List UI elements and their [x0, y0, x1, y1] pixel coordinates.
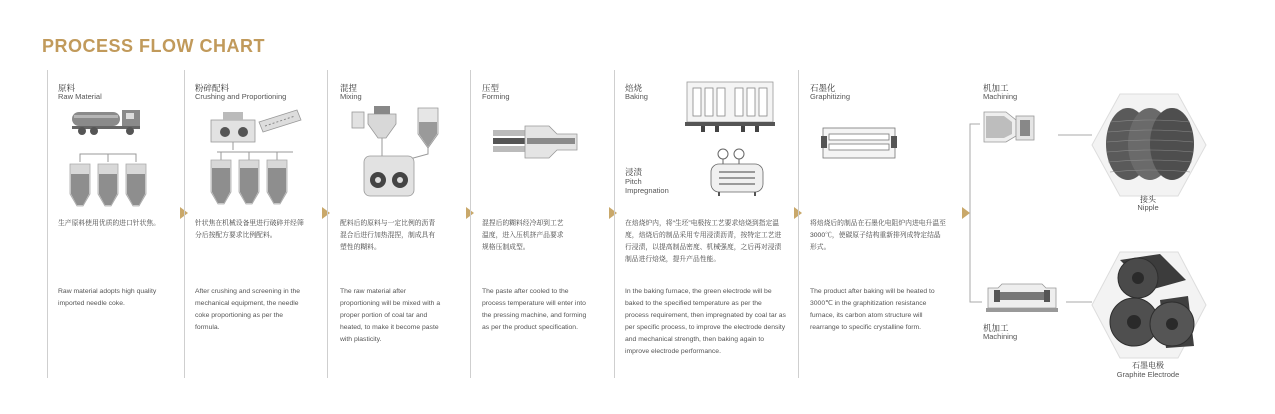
- step-title-en: Crushing and Proportioning: [195, 92, 287, 101]
- step-raw-material: [47, 70, 178, 378]
- step-desc-cn: 配料后的原料与一定比例的沥青混合后进行加热混捏，制成具有塑性的糊料。: [340, 220, 436, 251]
- step-desc-en: The raw material after proportioning will be mixed with a proper portion of coal tar and heated, to make it become paste with plasticity.: [340, 288, 441, 343]
- step-title-cn: 混捏: [340, 83, 358, 93]
- step-desc-en: The paste after cooled to the process temperature will enter into the pressing machine, and forming as per the product specification.: [482, 288, 587, 331]
- electrode-caption-en: Graphite Electrode: [1116, 370, 1180, 379]
- step-desc-cn: 混捏后的糊料经冷却到工艺温度，进入压机挤产品要求规格压制成型。: [482, 220, 564, 251]
- nipple-hexagon-icon: [1090, 92, 1208, 198]
- step-subtitle-en-line1: Pitch: [625, 177, 642, 186]
- step-desc-cn: 生产原料使用优质的进口针状焦。: [58, 220, 160, 227]
- graphitizing-furnace-icon: [821, 126, 897, 160]
- machining-bottom-en: Machining: [983, 332, 1018, 341]
- step-desc-cn: 将焙烧后的制品在石墨化电阻炉内进电升温至3000℃，使碳原子结构重新排列成特定结晶形式。: [810, 220, 946, 251]
- step-desc-cn: 在焙烧炉内，将“生坯”电极按工艺要求焙烧到指定温度，焙烧后的制品采用专用浸渍沥青，按特定工艺进行浸渍，以提高制品密度、机械强度，之后再对浸渍制品进行焙烧，提升产品性能。: [625, 220, 782, 263]
- nipple-caption-en: Nipple: [1137, 203, 1159, 212]
- step-desc-cn: 针状焦在机械设备里进行破碎并经筛分后按配方要求比例配料。: [195, 220, 304, 239]
- nipple-caption-cn: 接头: [1140, 195, 1156, 204]
- connector-line: [1058, 134, 1092, 136]
- step-title-en: Mixing: [340, 92, 362, 101]
- press-icon: [491, 122, 581, 162]
- lathe-top-icon: [982, 108, 1038, 146]
- baking-furnace-icon: [685, 80, 775, 136]
- step-title-cn: 压型: [482, 83, 500, 93]
- page-title: PROCESS FLOW CHART: [42, 36, 265, 56]
- step-desc-en: In the baking furnace, the green electrode will be baked to the specified temperature as per the process requirement, then impregnated by coal tar as per specific process, to improve the electrode density and mechanical strength, then baking again to improve electrode performance.: [625, 288, 786, 355]
- step-desc-en: Raw material adopts high quality imported needle coke.: [58, 288, 157, 307]
- step-title-cn: 石墨化: [810, 83, 836, 93]
- step-title-en: Forming: [482, 92, 510, 101]
- graphite-electrode-hexagon-icon: [1090, 250, 1208, 360]
- machining-bottom-cn: 机加工: [983, 323, 1009, 333]
- machining-top-cn: 机加工: [983, 83, 1009, 93]
- impregnation-tank-icon: [707, 148, 767, 198]
- step-title-cn: 原料: [58, 83, 76, 93]
- mixer-icon: [346, 104, 446, 204]
- step-crushing: [184, 70, 320, 378]
- step-title-en: Baking: [625, 92, 648, 101]
- step-subtitle-en-line2: Impregnation: [625, 186, 669, 195]
- step-desc-en: The product after baking will be heated to 3000℃ in the graphitization resistance furnace, its carbon atom structure will rearrange to specific crystalline form.: [810, 288, 935, 331]
- connector-line: [1066, 301, 1092, 303]
- tanker-truck-icon: [70, 106, 146, 136]
- step-title-en: Raw Material: [58, 92, 102, 101]
- step-baking: [614, 70, 790, 378]
- crusher-icon: [205, 108, 305, 208]
- step-graphitizing: [798, 70, 957, 378]
- step-desc-en: After crushing and screening in the mechanical equipment, the needle coke proportioning as per the formula.: [195, 288, 301, 331]
- step-title-en: Graphitizing: [810, 92, 851, 101]
- machining-top-en: Machining: [983, 92, 1018, 101]
- electrode-caption-cn: 石墨电极: [1132, 361, 1164, 370]
- step-subtitle-cn: 浸渍: [625, 167, 643, 177]
- step-mixing: [327, 70, 463, 378]
- step-forming: [470, 70, 611, 378]
- branch-connector: [966, 120, 986, 310]
- step-title-cn: 粉碎配料: [195, 83, 230, 93]
- lathe-bottom-icon: [984, 282, 1060, 316]
- silo-icon: [66, 150, 150, 210]
- step-title-cn: 焙烧: [625, 83, 643, 93]
